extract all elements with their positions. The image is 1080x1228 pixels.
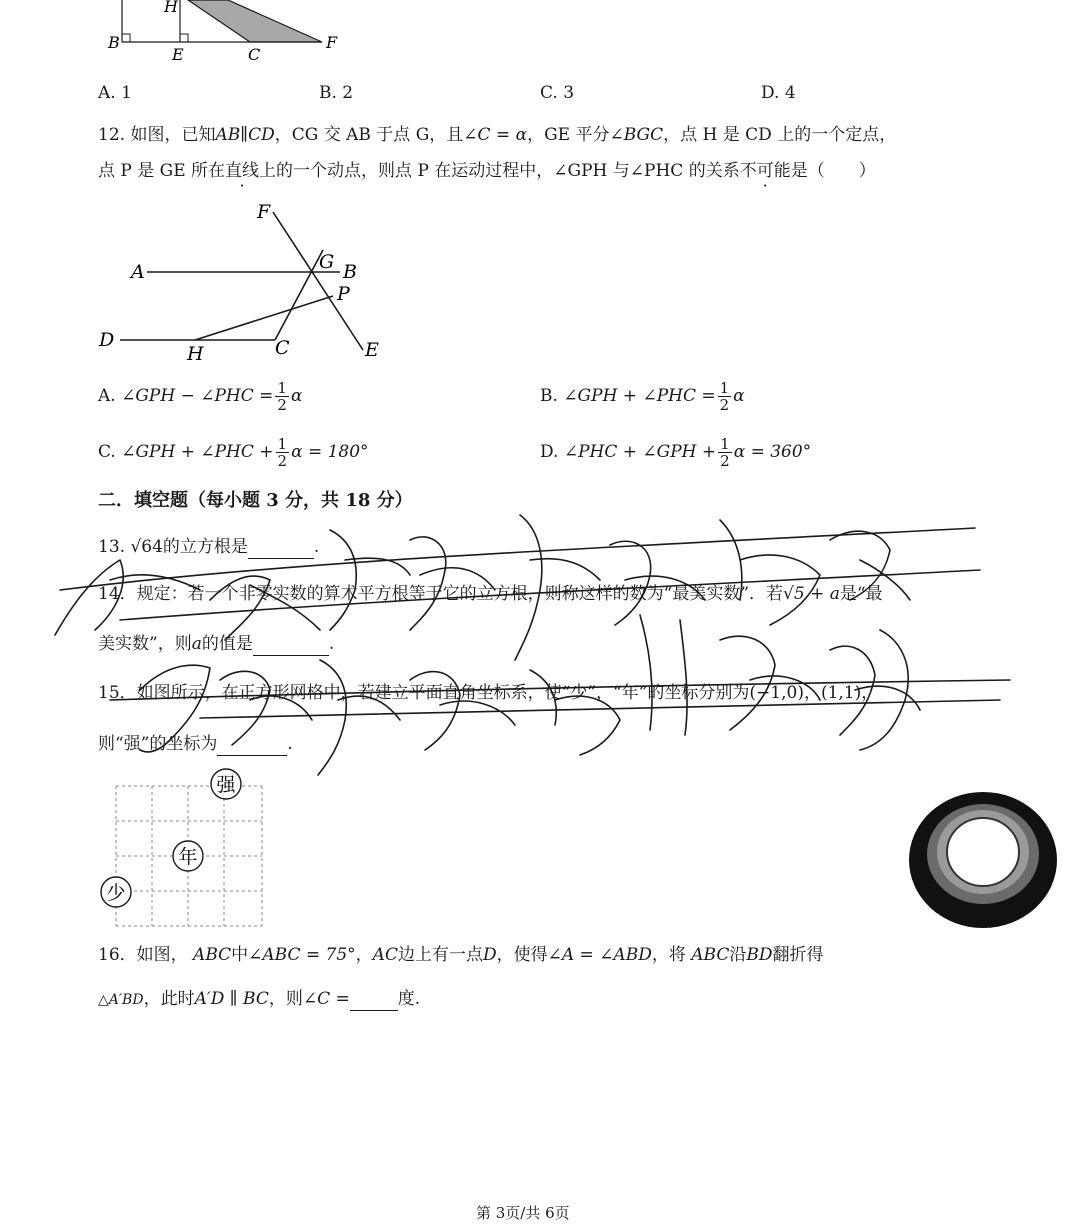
q12-text-1c: ，GE 平分 xyxy=(527,125,610,145)
q15-text-2: 则“强”的坐标为 xyxy=(98,734,218,754)
scribble-stroke-11 xyxy=(318,660,400,775)
q12-option-b-expr: ∠GPH + ∠PHC = xyxy=(563,386,716,406)
q13-text: 的立方根是 xyxy=(162,537,248,557)
scribble-underline-4 xyxy=(200,700,1000,718)
frac-den: 2 xyxy=(720,452,730,470)
q12-text-2a: 点 P 是 GE 所在 xyxy=(98,161,226,181)
q16-text-1h: 翻折得 xyxy=(772,945,824,965)
q15-char-qiang: 强 xyxy=(216,774,236,796)
q13-number: 13. xyxy=(98,537,126,557)
scribble-stroke-6 xyxy=(610,541,705,625)
q16-angle: ∠ABC = 75° xyxy=(248,945,356,965)
q15-coord-shao: (−1,0) xyxy=(749,683,804,703)
q11-option-d: D. 4 xyxy=(761,83,796,103)
frac-num: 1 xyxy=(277,379,287,397)
page-footer: 第 3页/共 6页 xyxy=(476,1204,570,1222)
scribble-stroke-14 xyxy=(640,615,687,735)
q12-option-c-label: C. xyxy=(98,442,116,462)
scribble-stroke-10 xyxy=(220,671,312,745)
scribble-underline-3 xyxy=(110,680,1010,700)
q12-label-f: F xyxy=(257,201,271,223)
q12-angle-bgc: ∠BGC xyxy=(609,125,664,145)
scribble-stroke-4 xyxy=(410,537,495,630)
q12-label-g: G xyxy=(319,251,335,273)
q12-text-2c: 是（ ） xyxy=(790,161,876,181)
q12-label-e: E xyxy=(365,339,379,361)
q14-text-1: 14．规定：若一个非零实数的算术平方根等于它的立方根，则称这样的数为“最美实数”．若 xyxy=(98,584,784,604)
q12-option-a-expr: ∠GPH − ∠PHC = xyxy=(121,386,274,406)
q16-parallel: A′D ∥ BC xyxy=(194,989,269,1009)
q11-option-b: B. 2 xyxy=(319,83,354,103)
q12-option-c-expr: ∠GPH + ∠PHC + xyxy=(121,442,274,462)
q15-text-1-tail: ， xyxy=(861,683,879,703)
q16-text-1e: ，使得 xyxy=(496,945,548,965)
q11-label-e: E xyxy=(172,45,184,64)
q12-option-d-expr: ∠PHC + ∠GPH + xyxy=(563,442,717,462)
q12-option-a-label: A. xyxy=(98,386,116,406)
q16-d: D xyxy=(482,945,497,965)
section-2-title: 二．填空题（每小题 3 分，共 18 分） xyxy=(98,490,413,511)
q12-text-1a: 如图，已知 xyxy=(130,125,216,145)
q12-option-a-tail: α xyxy=(290,386,303,406)
frac-num: 1 xyxy=(277,435,288,453)
q13-tail: . xyxy=(313,537,320,557)
scribble-stroke-9 xyxy=(140,665,210,752)
q12-ab-cd: AB∥CD xyxy=(215,125,275,145)
q11-label-c: C xyxy=(248,45,261,64)
q12-label-d: D xyxy=(99,329,115,351)
q16-text-2c: 度. xyxy=(397,989,421,1009)
q14-text-1-tail: 是“最 xyxy=(839,584,883,604)
q12-label-c: C xyxy=(275,337,290,359)
frac-den: 2 xyxy=(277,452,288,470)
q12-option-b-tail: α xyxy=(733,386,745,406)
frac-den: 2 xyxy=(719,396,730,414)
q16-tri: ABC xyxy=(193,945,232,965)
q12-angle-c: ∠C = α xyxy=(463,125,528,145)
frac-num: 1 xyxy=(720,435,730,453)
q11-label-b: B xyxy=(108,33,120,52)
q12-text-1d: ，点 H 是 CD 上的一个定点， xyxy=(663,125,897,145)
q16-bd: BD xyxy=(746,945,773,965)
q16-text-1c: ， xyxy=(355,945,373,965)
q14-tail: . xyxy=(328,634,335,654)
ring-sticker-graphic xyxy=(905,790,1060,930)
q14-text-2a: 美实数”，则 xyxy=(98,634,192,654)
q16-tri-fold: △A′BD xyxy=(98,992,144,1008)
scribble-stroke-1 xyxy=(55,560,200,635)
q12-number: 12. xyxy=(98,125,126,145)
q16-eq: ∠A = ∠ABD xyxy=(547,945,652,965)
scribble-stroke-3 xyxy=(330,530,410,630)
q15-sep: ， xyxy=(803,683,821,703)
q15-text-1: 15．如图所示，在正方形网格中，若建立平面直角坐标系，使“少”，“年”的坐标分别为 xyxy=(98,683,750,703)
ring-hole xyxy=(947,818,1019,886)
q12-label-a: A xyxy=(131,261,145,283)
scribble-stroke-17 xyxy=(860,630,908,750)
scribble-stroke-12 xyxy=(410,672,515,750)
q12-emphasis-impossible: 不可能 xyxy=(739,161,791,181)
q16-text-1a: 16．如图， xyxy=(98,945,188,965)
q16-ac: AC xyxy=(372,945,398,965)
q11-option-c: C. 3 xyxy=(540,83,575,103)
q12-label-b: B xyxy=(343,261,357,283)
scribble-underline-2 xyxy=(120,570,980,620)
q15-tail: . xyxy=(287,734,293,754)
q12-option-d-tail: α = 360° xyxy=(733,442,812,462)
scribble-stroke-7 xyxy=(720,520,820,625)
q16-text-2b: ，则 xyxy=(268,989,303,1009)
q12-option-d-label: D. xyxy=(540,442,559,462)
scribble-underline-1 xyxy=(60,528,975,590)
q15-coord-nian: (1,1) xyxy=(820,683,862,703)
q12-option-b-label: B. xyxy=(540,386,558,406)
q12-emphasis-line: 直线 xyxy=(225,161,260,181)
q16-tri2: ABC xyxy=(691,945,730,965)
q14-expr: √5 + a xyxy=(783,584,840,604)
q16-text-1d: 边上有一点 xyxy=(397,945,483,965)
q13-radical: √64 xyxy=(130,537,163,557)
q15-char-nian: 年 xyxy=(178,846,198,868)
scribble-stroke-13 xyxy=(530,670,620,755)
q16-angle-c: ∠C = xyxy=(302,989,350,1009)
q11-option-a: A. 1 xyxy=(98,83,132,103)
q14-text-2b: 的值是 xyxy=(201,634,253,654)
q11-label-h: H xyxy=(164,0,178,16)
scribble-stroke-2 xyxy=(210,576,320,640)
frac-den: 2 xyxy=(277,396,287,414)
q12-text-1b: ，CG 交 AB 于点 G，且 xyxy=(274,125,464,145)
scribble-stroke-5 xyxy=(515,515,600,660)
q15-char-shao: 少 xyxy=(106,882,126,904)
q12-text-2b: 上的一个动点，则点 P 在运动过程中，∠GPH 与∠PHC 的关系 xyxy=(259,161,740,181)
q12-label-p: P xyxy=(337,283,350,305)
frac-num: 1 xyxy=(719,379,730,397)
q16-text-1b: 中 xyxy=(231,945,249,965)
q12-label-h: H xyxy=(187,343,204,365)
q12-option-c-tail: α = 180° xyxy=(291,442,369,462)
q16-text-2a: ，此时 xyxy=(143,989,195,1009)
q11-label-f: F xyxy=(326,33,338,52)
q16-text-1f: ，将 xyxy=(651,945,686,965)
scribble-stroke-8 xyxy=(830,531,910,600)
q14-var: a xyxy=(191,634,202,654)
q16-text-1g: 沿 xyxy=(729,945,747,965)
